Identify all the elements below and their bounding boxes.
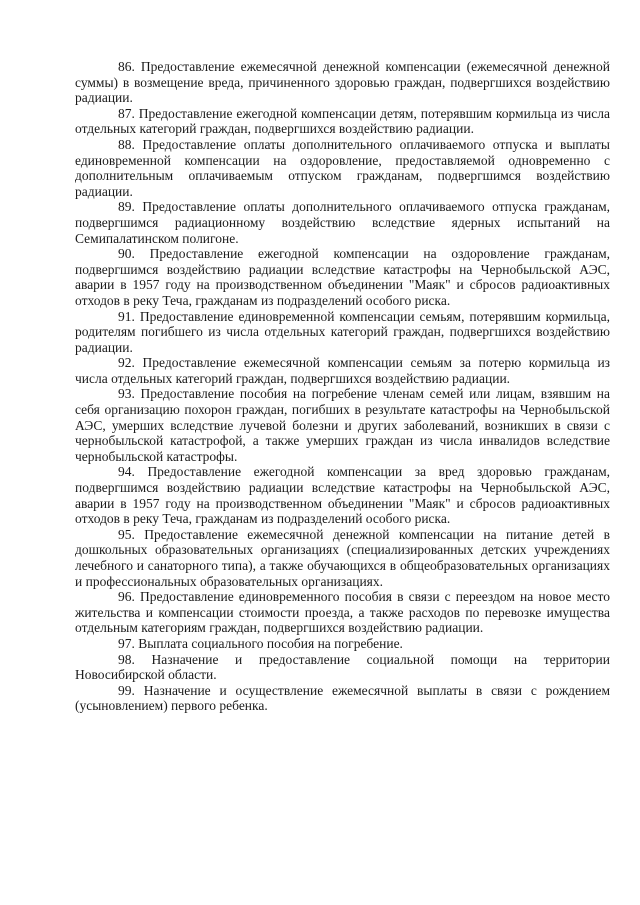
item-text: Предоставление единовременного пособия в связи с переездом на новое место жительства и компенсации стоимости проезда, а также расходов по перевозке имущества отдельным категориям граждан, подвергшихся воздействию радиации. bbox=[75, 589, 610, 636]
list-item-89 bbox=[75, 199, 610, 246]
item-text: Предоставление ежегодной компенсации детям, потерявшим кормильца из числа отдельных категорий граждан, подвергшихся воздействию радиации. bbox=[75, 105, 611, 137]
item-number: 93. bbox=[118, 386, 135, 402]
list-item-98 bbox=[75, 652, 610, 683]
item-number: 89. bbox=[118, 199, 135, 215]
list-item-88 bbox=[75, 137, 610, 199]
list-item-91 bbox=[75, 309, 610, 356]
list-item-99 bbox=[75, 683, 610, 714]
list-item-95 bbox=[75, 527, 610, 589]
item-number: 98. bbox=[118, 651, 135, 667]
item-number: 95. bbox=[118, 526, 135, 542]
list-item-93 bbox=[75, 386, 610, 464]
item-number: 94. bbox=[118, 464, 135, 480]
item-number: 97. bbox=[118, 635, 135, 651]
item-text: Предоставление единовременной компенсации семьям, потерявшим кормильца, родителям погибшего из числа отдельных категорий граждан, подвергшихся воздействию радиации. bbox=[75, 308, 610, 355]
item-text: Назначение и осуществление ежемесячной выплаты в связи с рождением (усыновлением) первого ребенка. bbox=[75, 682, 610, 714]
item-number: 90. bbox=[118, 246, 135, 262]
item-text: Предоставление оплаты дополнительного оплачиваемого отпуска и выплаты единовременной компенсации на оздоровление, предоставляемой одновременно с дополнительным оплачиваемым отпуском гражданам, подвергшимся воздействию радиации. bbox=[75, 136, 611, 199]
list-item-92 bbox=[75, 355, 610, 386]
list-item-94 bbox=[75, 464, 610, 526]
item-number: 87. bbox=[118, 105, 135, 121]
document-body bbox=[75, 59, 610, 714]
item-text: Назначение и предоставление социальной помощи на территории Новосибирской области. bbox=[75, 651, 610, 683]
item-text: Предоставление ежемесячной компенсации семьям за потерю кормильца из числа отдельных категорий граждан, подвергшихся воздействию радиации. bbox=[75, 355, 611, 386]
list-item-97 bbox=[75, 636, 610, 652]
item-text: Предоставление пособия на погребение членам семей или лицам, взявшим на себя организацию похорон граждан, погибших в результате катастрофы на Чернобыльской АЭС, умерших вследствие лучевой болезни и других заболеваний, возникших в связи с чернобыльской катастрофой, а также умерших граждан из числа инвалидов вследствие чернобыльской катастрофы. bbox=[75, 386, 610, 464]
item-text: Предоставление ежемесячной денежной компенсации (ежемесячной денежной суммы) в возмещение вреда, причиненного здоровью граждан, подвергшихся воздействию радиации. bbox=[75, 59, 610, 106]
list-item-87 bbox=[75, 106, 610, 137]
list-item-90 bbox=[75, 246, 610, 308]
list-item-96 bbox=[75, 589, 610, 636]
item-number: 86. bbox=[118, 59, 135, 74]
item-text: Предоставление оплаты дополнительного оплачиваемого отпуска гражданам, подвергшимся радиационному воздействию вследствие ядерных испытаний на Семипалатинском полигоне. bbox=[75, 199, 610, 246]
item-text: Предоставление ежегодной компенсации на оздоровление гражданам, подвергшимся воздействию радиации вследствие катастрофы на Чернобыльской АЭС, аварии в 1957 году на производственном объединении "Маяк" и сбросов радиоактивных отходов в реку Теча, гражданам из подразделений особого риска. bbox=[75, 246, 611, 308]
item-text: Предоставление ежегодной компенсации за вред здоровью гражданам, подвергшимся воздействию радиации вследствие катастрофы на Чернобыльской АЭС, аварии в 1957 году на производственном объединении "Маяк" и сбросов радиоактивных отходов в реку Теча, гражданам из подразделений особого риска. bbox=[75, 464, 610, 527]
item-number: 91. bbox=[118, 308, 135, 324]
item-number: 96. bbox=[118, 589, 135, 605]
item-number: 88. bbox=[118, 136, 135, 152]
item-number: 92. bbox=[118, 355, 135, 371]
item-text: Выплата социального пособия на погребение. bbox=[138, 635, 403, 651]
item-text: Предоставление ежемесячной денежной компенсации на питание детей в дошкольных образовательных организациях (специализированных детских учреждениях лечебного и санаторного типа), а также обучающихся в общеобразовательных организациях и профессиональных образовательных организациях. bbox=[75, 526, 611, 589]
item-number: 99. bbox=[118, 682, 135, 698]
list-item-86 bbox=[75, 59, 610, 106]
